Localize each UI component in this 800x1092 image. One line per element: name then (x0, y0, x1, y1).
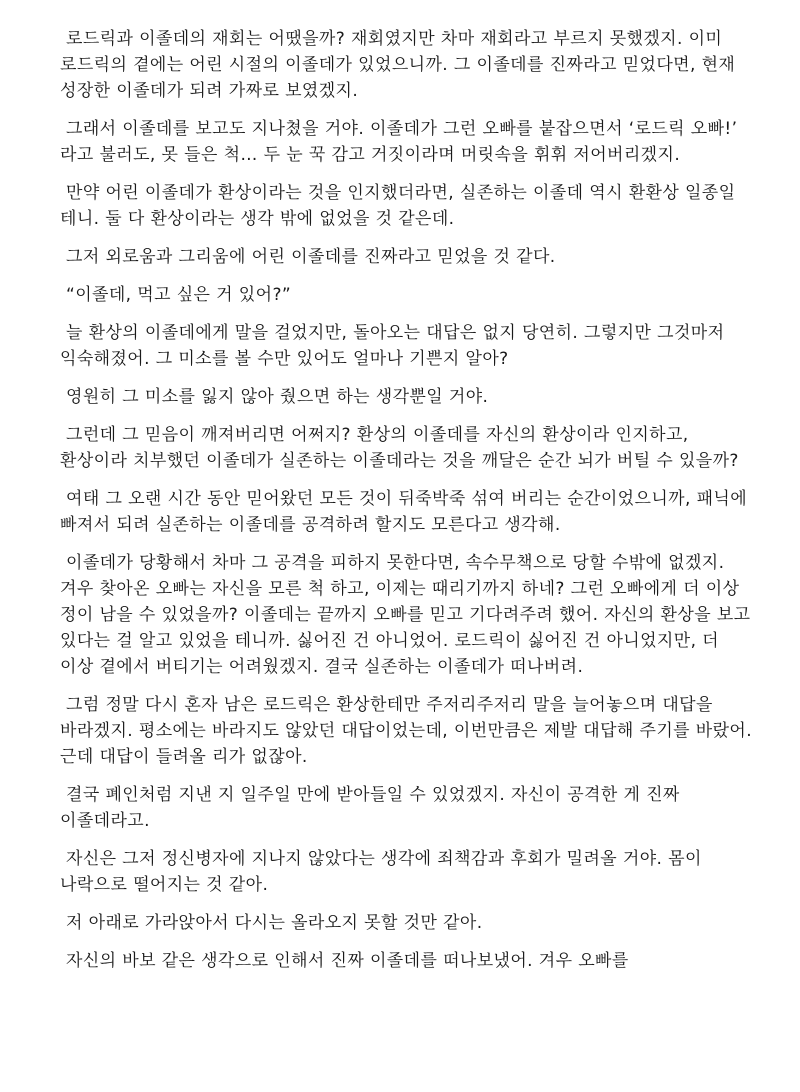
paragraph: 이졸데가 당황해서 차마 그 공격을 피하지 못한다면, 속수무책으로 당할 수밖에 없겠지. 겨우 찾아온 오빠는 자신을 모른 척 하고, 이제는 때리기까지 하네? 그런 오빠에게 더 이상 정이 남을 수 있었을까? 이졸데는 끝까지 오빠를 믿고 기다려주려 했어. 자신의 환상을 보고 있다는 걸 알고 있었을 테니까. 싫어진 건 아니었어. 로드릭이 싫어진 건 아니었지만, 더 이상 곁에서 버티기는 어려웠겠지. 결국 실존하는 이졸데가 떠나버려. (60, 553, 751, 677)
paragraph: 그런데 그 믿음이 깨져버리면 어쩌지? 환상의 이졸데를 자신의 환상이라 인지하고, 환상이라 치부했던 이졸데가 실존하는 이졸데라는 것을 깨달은 순간 뇌가 버틸 수 있을까? (60, 425, 739, 471)
paragraph: 결국 폐인처럼 지낸 지 일주일 만에 받아들일 수 있었겠지. 자신이 공격한 게 진짜 이졸데라고. (60, 785, 680, 831)
paragraph: 그럼 정말 다시 혼자 남은 로드릭은 환상한테만 주저리주저리 말을 늘어놓으며 대답을 바라겠지. 평소에는 바라지도 않았던 대답이었는데, 이번만큼은 제발 대답해 주기를 바랐어. 근데 대답이 들려올 리가 없잖아. (60, 695, 753, 767)
paragraph: 만약 어린 이졸데가 환상이라는 것을 인지했더라면, 실존하는 이졸데 역시 환환상 일종일 테니. 둘 다 환상이라는 생각 밖에 없었을 것 같은데. (60, 183, 736, 229)
paragraph: 늘 환상의 이졸데에게 말을 걸었지만, 돌아오는 대답은 없지 당연히. 그렇지만 그것마저 익숙해졌어. 그 미소를 볼 수만 있어도 얼마나 기쁜지 알아? (60, 323, 725, 369)
paragraph: 영원히 그 미소를 잃지 않아 줬으면 하는 생각뿐일 거야. (66, 387, 489, 407)
paragraph: 여태 그 오랜 시간 동안 믿어왔던 모든 것이 뒤죽박죽 섞여 버리는 순간이었으니까, 패닉에 빠져서 되려 실존하는 이졸데를 공격하려 할지도 모른다고 생각해. (60, 489, 748, 535)
paragraph: 로드릭과 이졸데의 재회는 어땠을까? 재회였지만 차마 재회라고 부르지 못했겠지. 이미 로드릭의 곁에는 어린 시절의 이졸데가 있었으니까. 그 이졸데를 진짜라고 믿었다면, 현재 성장한 이졸데가 되려 가짜로 보였겠지. (60, 29, 736, 101)
paragraph: 자신의 바보 같은 생각으로 인해서 진짜 이졸데를 떠나보냈어. 겨우 오빠를 (66, 951, 629, 971)
paragraph: “이졸데, 먹고 싶은 거 있어?” (66, 285, 292, 305)
paragraph: 그저 외로움과 그리움에 어린 이졸데를 진짜라고 믿었을 것 같다. (66, 247, 556, 267)
paragraph: 자신은 그저 정신병자에 지나지 않았다는 생각에 죄책감과 후회가 밀려올 거야. 몸이 나락으로 떨어지는 것 같아. (60, 849, 702, 895)
paragraph: 저 아래로 가라앉아서 다시는 올라오지 못할 것만 같아. (66, 913, 483, 933)
paragraph: 그래서 이졸데를 보고도 지나쳤을 거야. 이졸데가 그런 오빠를 붙잡으면서 ‘로드릭 오빠!’ 라고 불러도, 못 들은 척… 두 눈 꾹 감고 거짓이라며 머릿속을 휘휘 저어버리겠지. (60, 119, 738, 165)
